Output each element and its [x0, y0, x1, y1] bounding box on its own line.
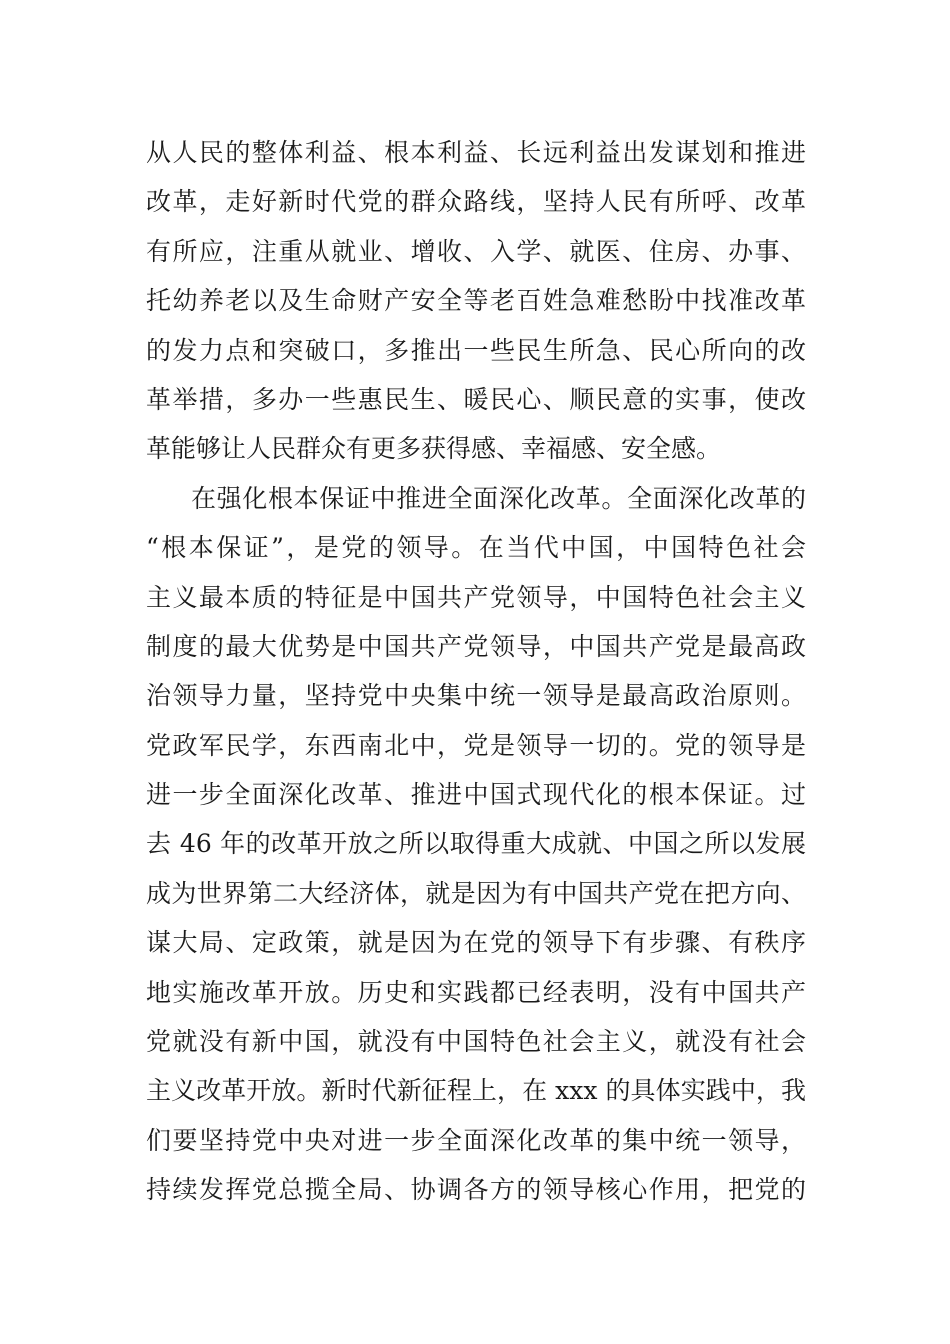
text-line: 托幼养老以及生命财产安全等老百姓急难愁盼中找准改革 — [146, 286, 806, 316]
text-line: 地实施改革开放。历史和实践都已经表明，没有中国共产 — [146, 977, 806, 1007]
text-line: 党就没有新中国，就没有中国特色社会主义，就没有社会 — [146, 1027, 806, 1057]
text-line: 的发力点和突破口，多推出一些民生所急、民心所向的改 — [146, 335, 806, 365]
text-line: 进一步全面深化改革、推进中国式现代化的根本保证。过 — [146, 780, 806, 810]
text-line: 治领导力量，坚持党中央集中统一领导是最高政治原则。 — [146, 681, 806, 711]
text-line: 持续发挥党总揽全局、协调各方的领导核心作用，把党的 — [146, 1175, 806, 1205]
text-line: 谋大局、定政策，就是因为在党的领导下有步骤、有秩序 — [146, 928, 806, 958]
paragraph-start-line: 在强化根本保证中推进全面深化改革。全面深化改革的 — [191, 483, 806, 513]
text-line: “根本保证”，是党的领导。在当代中国，中国特色社会 — [146, 533, 806, 563]
text-line: 去 46 年的改革开放之所以取得重大成就、中国之所以发展 — [146, 829, 806, 859]
text-line: 从人民的整体利益、根本利益、长远利益出发谋划和推进 — [146, 138, 806, 167]
text-line: 主义改革开放。新时代新征程上，在 xxx 的具体实践中，我 — [146, 1076, 806, 1106]
text-line: 制度的最大优势是中国共产党领导，中国共产党是最高政 — [146, 631, 806, 661]
paragraph-end-line: 革能够让人民群众有更多获得感、幸福感、安全感。 — [146, 434, 722, 464]
text-line: 主义最本质的特征是中国共产党领导，中国特色社会主义 — [146, 582, 806, 612]
text-line: 党政军民学，东西南北中，党是领导一切的。党的领导是 — [146, 730, 806, 760]
body-text — [146, 128, 806, 1215]
text-line: 们要坚持党中央对进一步全面深化改革的集中统一领导， — [146, 1125, 806, 1155]
text-line: 革举措，多办一些惠民生、暖民心、顺民意的实事，使改 — [146, 384, 806, 414]
text-line: 有所应，注重从就业、增收、入学、就医、住房、办事、 — [146, 236, 806, 266]
text-line: 改革，走好新时代党的群众路线，坚持人民有所呼、改革 — [146, 187, 806, 217]
text-line: 成为世界第二大经济体，就是因为有中国共产党在把方向、 — [146, 878, 806, 908]
